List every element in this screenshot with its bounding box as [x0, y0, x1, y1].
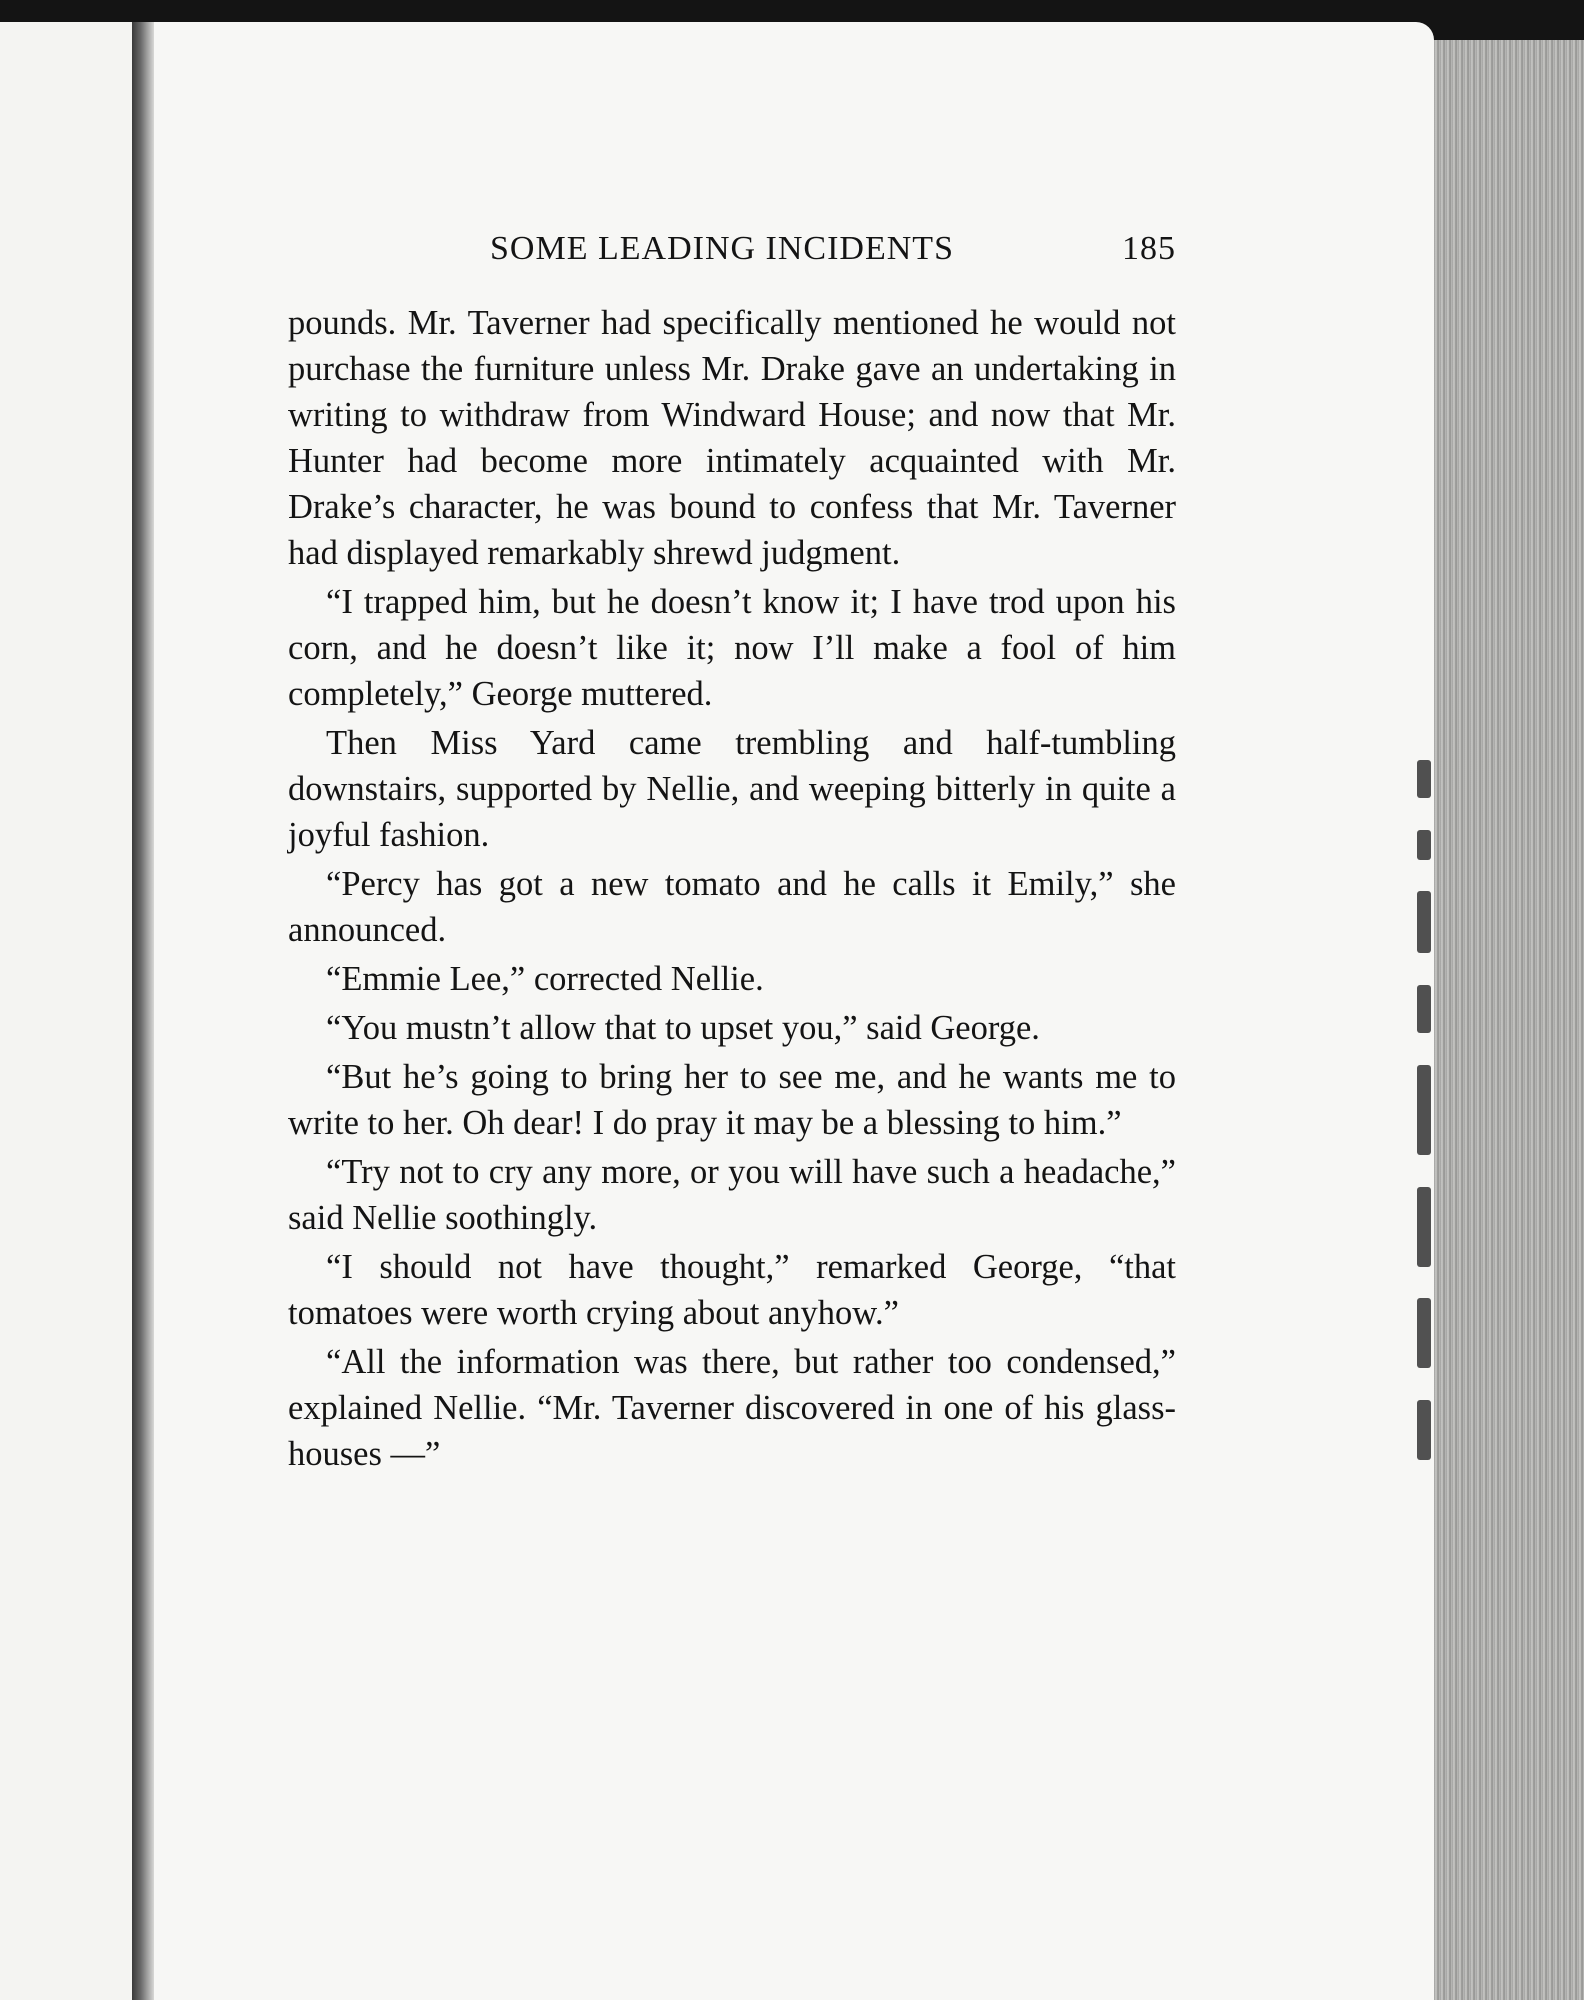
- paragraph: “I should not have thought,” remarked George, “that tomatoes were worth crying about anyhow.”: [288, 1248, 1176, 1332]
- page-number: 185: [1122, 230, 1176, 267]
- running-head: [288, 230, 1176, 300]
- left-page-margin: [0, 22, 132, 2000]
- page-block-edge: [1434, 40, 1584, 2000]
- paragraph: “I trapped him, but he doesn’t know it; I have trod upon his corn, and he doesn’t like it; now I’ll make a fool of him completely,” George muttered.: [288, 583, 1176, 713]
- paragraph: “Percy has got a new tomato and he calls it Emily,” she announced.: [288, 865, 1176, 949]
- running-head-title: SOME LEADING INCIDENTS: [490, 230, 954, 267]
- paragraph: Then Miss Yard came trembling and half-tumbling downstairs, supported by Nellie, and weeping bitterly in quite a joyful fashion.: [288, 724, 1176, 854]
- paragraph: pounds. Mr. Taverner had specifically mentioned he would not purchase the furniture unless Mr. Drake gave an undertaking in writing to withdraw from Windward House; and now that Mr. Hunter had become more intimately acquainted with Mr. Drake’s character, he was bound to confess that Mr. Taverner had displayed remarkably shrewd judgment.: [288, 304, 1176, 572]
- book-gutter: [132, 22, 154, 2000]
- paragraph: “Emmie Lee,” corrected Nellie.: [326, 960, 764, 998]
- page-content: [288, 230, 1176, 1477]
- paragraph: “Try not to cry any more, or you will have such a headache,” said Nellie soothingly.: [288, 1153, 1176, 1237]
- library-edge-stamp: [1404, 760, 1444, 1460]
- paragraph: “But he’s going to bring her to see me, and he wants me to write to her. Oh dear! I do pray it may be a blessing to him.”: [288, 1058, 1176, 1142]
- paragraph: “All the information was there, but rather too condensed,” explained Nellie. “Mr. Taverner discovered in one of his glass-houses —”: [288, 1343, 1176, 1473]
- body-text: [288, 300, 1176, 1477]
- paragraph: “You mustn’t allow that to upset you,” said George.: [326, 1009, 1040, 1047]
